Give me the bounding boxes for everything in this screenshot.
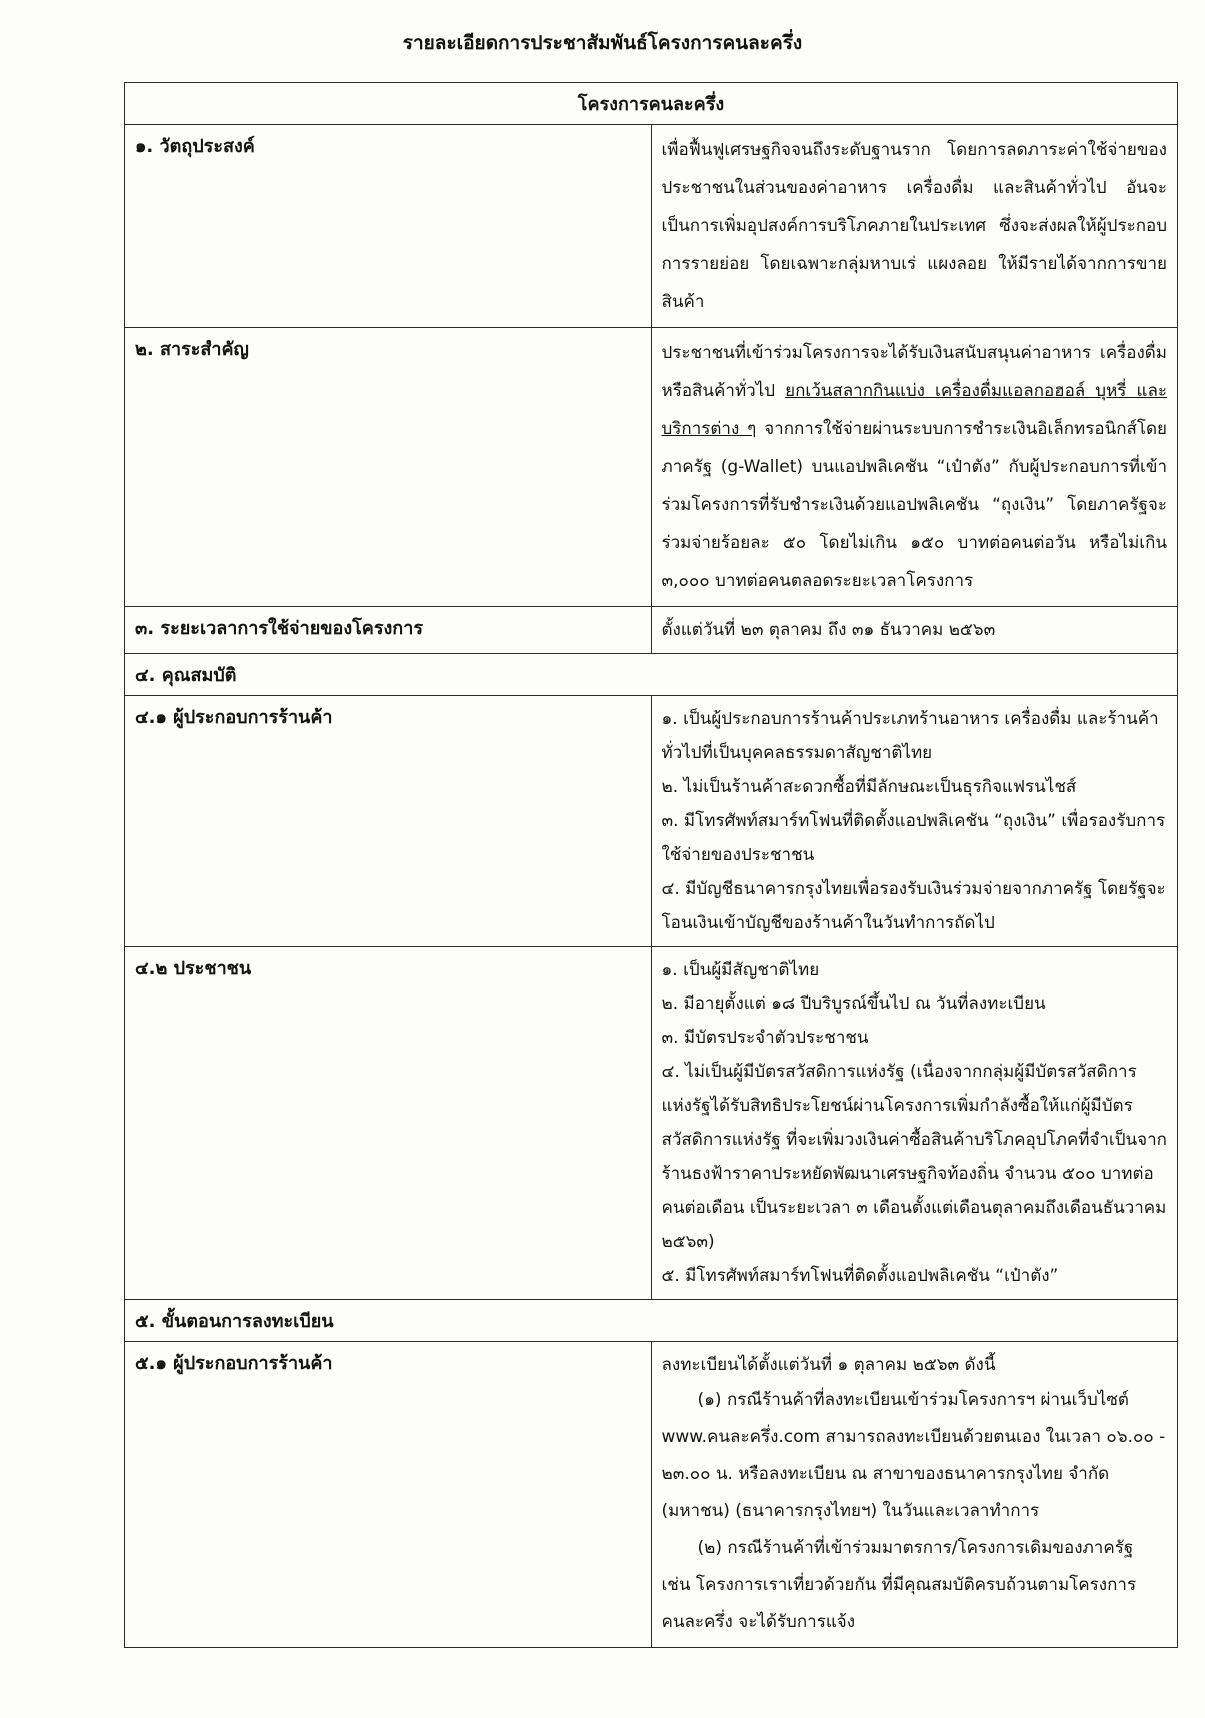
table-header-row <box>125 83 1178 125</box>
merchant-registration-label: ๕.๑ ผู้ประกอบการร้านค้า <box>125 1342 652 1648</box>
merchant-registration-row <box>125 1342 1178 1648</box>
list-item: (๒) กรณีร้านค้าที่เข้าร่วมมาตรการ/โครงการเดิมของภาครัฐ เช่น โครงการเราเที่ยวด้วยกัน ที่มีคุณสมบัติครบถ้วนตามโครงการคนละครึ่ง จะได้รับการแจ้ง <box>661 1538 1137 1632</box>
essence-exclusions: ยกเว้นสลากกินแบ่ง เครื่องดื่มแอลกอฮอล์ บุหรี่ และบริการต่าง ๆ <box>661 381 1167 439</box>
objective-label: ๑. วัตถุประสงค์ <box>125 125 652 328</box>
page-title: รายละเอียดการประชาสัมพันธ์โครงการคนละครึ่ง <box>402 32 803 54</box>
qualifications-label: ๔. คุณสมบัติ <box>125 654 1178 696</box>
list-item: ๓. มีโทรศัพท์สมาร์ทโฟนที่ติดตั้งแอปพลิเคชัน “ถุงเงิน” เพื่อรองรับการใช้จ่ายของประชาชน <box>661 811 1166 865</box>
period-text: ตั้งแต่วันที่ ๒๓ ตุลาคม ถึง ๓๑ ธันวาคม ๒๕๖๓ <box>661 620 996 640</box>
list-item: ๕. มีโทรศัพท์สมาร์ทโฟนที่ติดตั้งแอปพลิเคชัน “เป๋าตัง” <box>661 1266 1059 1286</box>
essence-cell <box>651 328 1178 607</box>
table-header: โครงการคนละครึ่ง <box>125 83 1178 125</box>
list-item: (๑) กรณีร้านค้าที่ลงทะเบียนเข้าร่วมโครงการฯ ผ่านเว็บไซต์ www.คนละครึ่ง.com สามารถลงทะเบียนด้วยตนเอง ในเวลา ๐๖.๐๐ - ๒๓.๐๐ น. หรือลงทะเบียน ณ สาขาของธนาคารกรุงไทย จำกัด (มหาชน) (ธนาคารกรุงไทยฯ) ในวันและเวลาทำการ <box>661 1390 1166 1521</box>
essence-text-after: จากการใช้จ่ายผ่านระบบการชำระเงินอิเล็กทรอนิกส์โดยภาครัฐ (g-Wallet) บนแอปพลิเคชัน “เป๋าตัง” กับผู้ประกอบการที่เข้าร่วมโครงการที่รับชำระเงินด้วยแอปพลิเคชัน “ถุงเงิน” โดยภาครัฐจะร่วมจ่ายร้อยละ ๕๐ โดยไม่เกิน ๑๕๐ บาทต่อคนต่อวัน หรือไม่เกิน ๓,๐๐๐ บาทต่อคนตลอดระยะเวลาโครงการ <box>661 419 1167 591</box>
period-label: ๓. ระยะเวลาการใช้จ่ายของโครงการ <box>125 607 652 654</box>
period-cell <box>651 607 1178 654</box>
citizen-qualifications-label: ๔.๒ ประชาชน <box>125 947 652 1300</box>
objective-row <box>125 125 1178 328</box>
merchant-registration-cell <box>651 1342 1178 1648</box>
qualifications-row <box>125 654 1178 696</box>
merchant-qualifications-cell <box>651 696 1178 947</box>
essence-label: ๒. สาระสำคัญ <box>125 328 652 607</box>
period-row <box>125 607 1178 654</box>
objective-cell <box>651 125 1178 328</box>
list-item: ๔. ไม่เป็นผู้มีบัตรสวัสดิการแห่งรัฐ (เนื่องจากกลุ่มผู้มีบัตรสวัสดิการแห่งรัฐได้รับสิทธิประโยชน์ผ่านโครงการเพิ่มกำลังซื้อให้แก่ผู้มีบัตรสวัสดิการแห่งรัฐ ที่จะเพิ่มวงเงินค่าซื้อสินค้าบริโภคอุปโภคที่จำเป็นจากร้านธงฟ้าราคาประหยัดพัฒนาเศรษฐกิจท้องถิ่น จำนวน ๕๐๐ บาทต่อคนต่อเดือน เป็นระยะเวลา ๓ เดือนตั้งแต่เดือนตุลาคมถึงเดือนธันวาคม ๒๕๖๓) <box>661 1062 1167 1252</box>
list-item: ๒. ไม่เป็นร้านค้าสะดวกซื้อที่มีลักษณะเป็นธุรกิจแฟรนไชส์ <box>661 777 1077 797</box>
objective-text: เพื่อฟื้นฟูเศรษฐกิจจนถึงระดับฐานราก โดยการลดภาระค่าใช้จ่ายของประชาชนในส่วนของค่าอาหาร เครื่องดื่ม และสินค้าทั่วไป อันจะเป็นการเพิ่มอุปสงค์การบริโภคภายในประเทศ ซึ่งจะส่งผลให้ผู้ประกอบการรายย่อย โดยเฉพาะกลุ่มหาบเร่ แผงลอย ให้มีรายได้จากการขายสินค้า <box>661 140 1167 312</box>
list-item: ๓. มีบัตรประจำตัวประชาชน <box>661 1028 869 1048</box>
list-item: ๔. มีบัญชีธนาคารกรุงไทยเพื่อรองรับเงินร่วมจ่ายจากภาครัฐ โดยรัฐจะโอนเงินเข้าบัญชีของร้านค้าในวันทำการถัดไป <box>661 879 1166 933</box>
registration-row <box>125 1300 1178 1342</box>
project-details-table <box>124 82 1178 1648</box>
merchant-qualifications-label: ๔.๑ ผู้ประกอบการร้านค้า <box>125 696 652 947</box>
essence-text <box>662 334 1168 600</box>
registration-intro: ลงทะเบียนได้ตั้งแต่วันที่ ๑ ตุลาคม ๒๕๖๓ ดังนี้ <box>661 1355 996 1375</box>
list-item: ๒. มีอายุตั้งแต่ ๑๘ ปีบริบูรณ์ขึ้นไป ณ วันที่ลงทะเบียน <box>661 994 1046 1014</box>
list-item: ๑. เป็นผู้มีสัญชาติไทย <box>661 960 820 980</box>
citizen-qualifications-cell <box>651 947 1178 1300</box>
merchant-qualifications-row <box>125 696 1178 947</box>
registration-label: ๕. ขั้นตอนการลงทะเบียน <box>125 1300 1178 1342</box>
essence-text-before: ประชาชนที่เข้าร่วมโครงการจะได้รับเงินสนับสนุนค่าอาหาร เครื่องดื่ม หรือสินค้าทั่วไป <box>661 343 1167 401</box>
essence-row <box>125 328 1178 607</box>
citizen-qualifications-row <box>125 947 1178 1300</box>
list-item: ๑. เป็นผู้ประกอบการร้านค้าประเภทร้านอาหาร เครื่องดื่ม และร้านค้าทั่วไปที่เป็นบุคคลธรรมดาสัญชาติไทย <box>661 709 1159 763</box>
